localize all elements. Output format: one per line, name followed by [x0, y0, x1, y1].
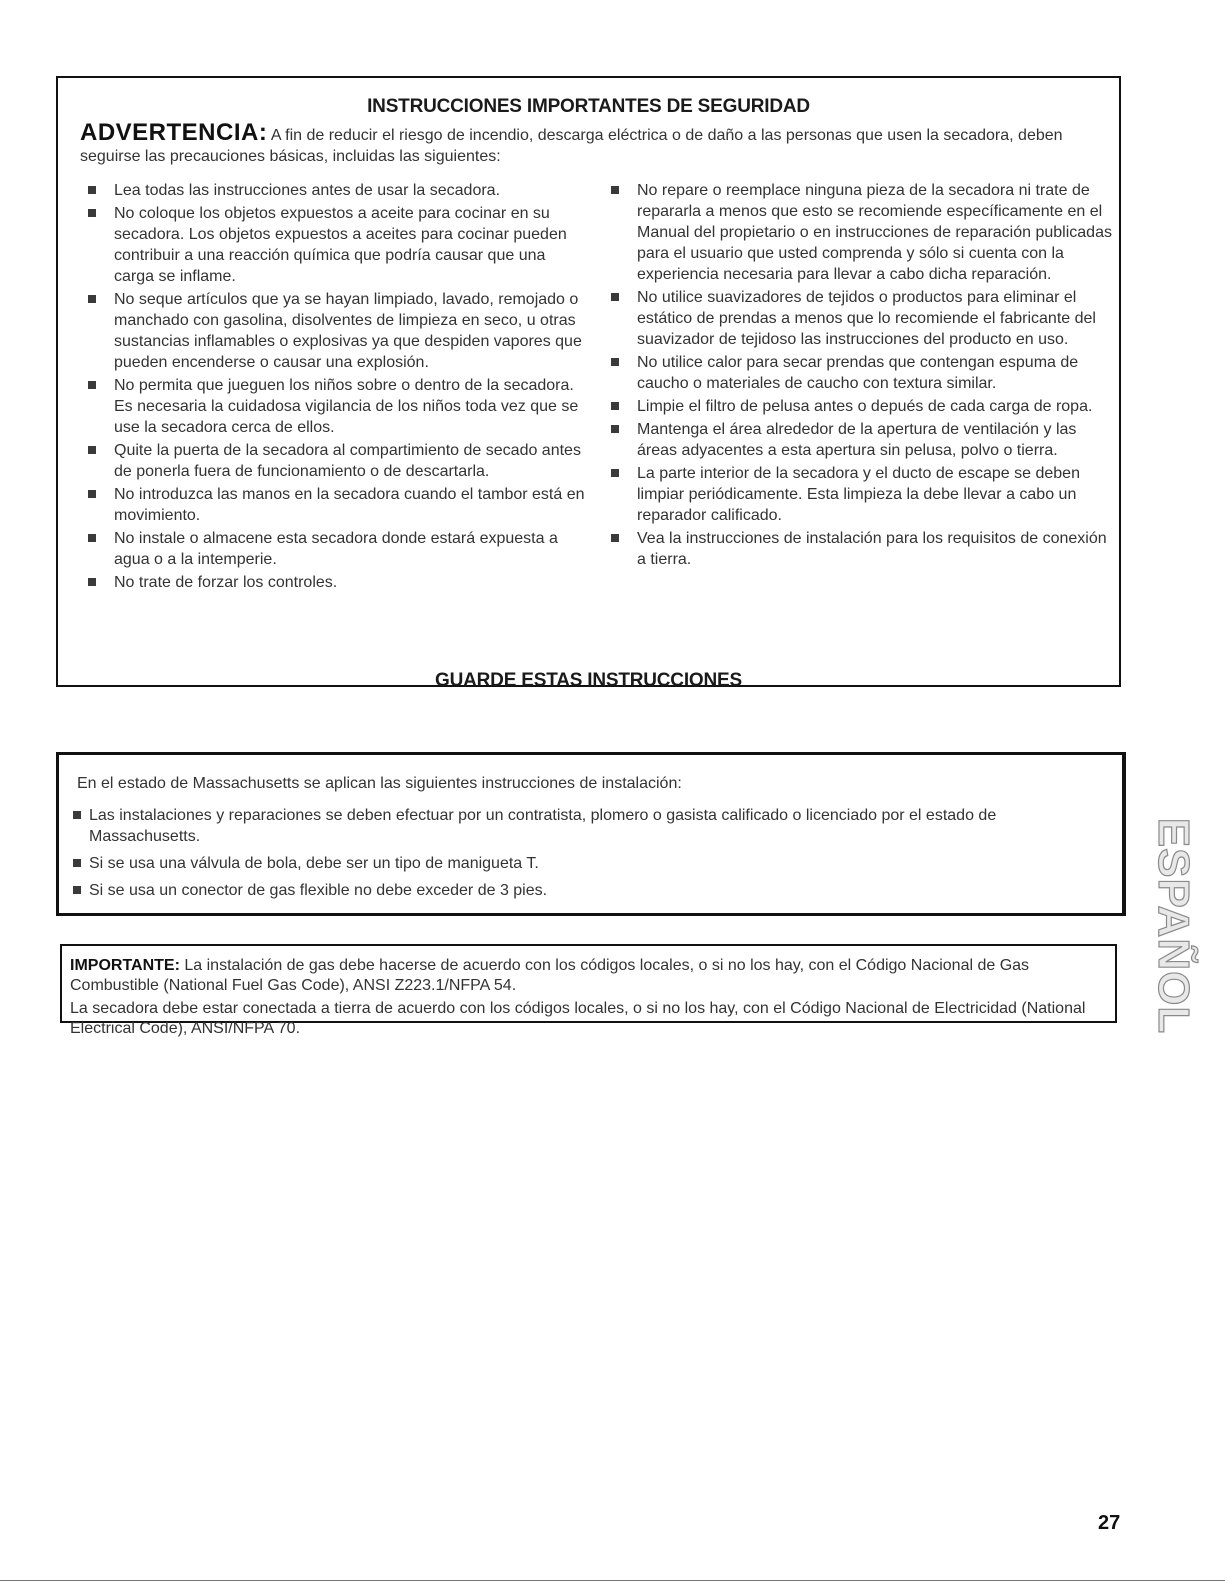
massachusetts-intro: En el estado de Massachusetts se aplican las siguientes instrucciones de instalación: [77, 775, 682, 792]
bottom-divider [0, 1580, 1225, 1581]
bullet-icon [73, 811, 81, 819]
warning-paragraph [80, 119, 1110, 167]
list-item [86, 289, 586, 373]
list-item-text: No seque artículos que ya se hayan limpiado, lavado, remojado o manchado con gasolina, disolventes de limpieza en seco, u otras sustancias inflamables o explosivas ya que despiden vapores que pueden encenderse o causar una explosión. [114, 291, 582, 371]
bullet-icon [611, 186, 619, 194]
massachusetts-box [56, 752, 1126, 916]
bullet-icon [611, 402, 619, 410]
important-paragraph-electric: La secadora debe estar conectada a tierra de acuerdo con los códigos locales, o si no los hay, con el Código Nacional de Electricidad (National Electrical Code), ANSI/NFPA 70. [70, 1000, 1086, 1037]
list-item [69, 853, 1109, 874]
list-item [86, 484, 586, 526]
list-item [609, 287, 1119, 350]
important-paragraph-gas [70, 956, 1105, 996]
list-item [609, 463, 1119, 526]
list-item-text: Quite la puerta de la secadora al compartimiento de secado antes de ponerla fuera de funcionamiento o de descartarla. [114, 442, 581, 480]
bullet-icon [611, 293, 619, 301]
bullet-icon [88, 578, 96, 586]
save-instructions-title: GUARDE ESTAS INSTRUCCIONES [435, 670, 742, 691]
list-item-text: Mantenga el área alrededor de la apertura de ventilación y las áreas adyacentes a esta apertura sin pelusa, polvo o tierra. [637, 421, 1077, 459]
safety-title: INSTRUCCIONES IMPORTANTES DE SEGURIDAD [367, 96, 810, 117]
list-item [86, 440, 586, 482]
bullet-icon [88, 295, 96, 303]
list-item-text: No introduzca las manos en la secadora cuando el tambor está en movimiento. [114, 486, 585, 524]
massachusetts-list [69, 805, 1109, 907]
list-item-text: No trate de forzar los controles. [114, 574, 338, 591]
important-box [60, 944, 1117, 1037]
list-item-text: Vea la instrucciones de instalación para los requisitos de conexión a tierra. [637, 530, 1107, 568]
list-item-text: No permita que jueguen los niños sobre o dentro de la secadora. Es necesaria la cuidadosa vigilancia de los niños toda vez que se use la secadora cerca de ellos. [114, 377, 579, 436]
bullet-icon [88, 534, 96, 542]
bullet-icon [73, 886, 81, 894]
list-item-text: No instale o almacene esta secadora donde estará expuesta a agua o a la intemperie. [114, 530, 558, 568]
list-item [86, 203, 586, 287]
warning-text: A fin de reducir el riesgo de incendio, descarga eléctrica o de daño a las personas que usen la secadora, deben seguirse las precauciones básicas, incluidas las siguientes: [80, 127, 1063, 165]
list-item-text: Lea todas las instrucciones antes de usar la secadora. [114, 182, 501, 199]
list-item-text: No coloque los objetos expuestos a aceite para cocinar en su secadora. Los objetos expuestos a aceites para cocinar pueden contribuir a una reacción química que podría causar que una carga se inflame. [114, 205, 567, 285]
list-item-text: Limpie el filtro de pelusa antes o depués de cada carga de ropa. [637, 398, 1093, 415]
list-item [69, 880, 1109, 901]
list-item-text: No utilice calor para secar prendas que contengan espuma de caucho o materiales de caucho con textura similar. [637, 354, 1079, 392]
bullet-icon [88, 209, 96, 217]
important-text-gas: La instalación de gas debe hacerse de acuerdo con los códigos locales, o si no los hay, con el Código Nacional de Gas Combustible (National Fuel Gas Code), ANSI Z223.1/NFPA 54. [70, 957, 1030, 994]
bullet-icon [611, 358, 619, 366]
safety-list-right [609, 180, 1119, 572]
page-number: 27 [1098, 1512, 1121, 1534]
bullet-icon [611, 534, 619, 542]
list-item-text: No utilice suavizadores de tejidos o productos para eliminar el estático de prendas a menos que lo recomiende el fabricante del suavizador de tejidoso las instrucciones del producto en uso. [637, 289, 1096, 348]
list-item [609, 180, 1119, 285]
list-item-text: No repare o reemplace ninguna pieza de la secadora ni trate de repararla a menos que esto se recomiende específicamente en el Manual del propietario o en instrucciones de reparación publicadas para el usuario que usted comprenda y sólo si cuenta con la experiencia necesaria para llevar a cabo dicha reparación. [637, 182, 1112, 283]
list-item [86, 528, 586, 570]
list-item [69, 805, 1109, 847]
list-item-text: La parte interior de la secadora y el ducto de escape se deben limpiar periódicamente. Esta limpieza la debe llevar a cabo un reparador calificado. [637, 465, 1080, 524]
bullet-icon [611, 425, 619, 433]
list-item [86, 180, 586, 201]
safety-instructions-box [56, 76, 1121, 691]
list-item [609, 528, 1119, 570]
list-item-text: Si se usa un conector de gas flexible no debe exceder de 3 pies. [89, 882, 548, 899]
bullet-icon [88, 186, 96, 194]
list-item [609, 396, 1119, 417]
list-item [86, 572, 586, 593]
safety-list-left [86, 180, 586, 595]
bullet-icon [73, 859, 81, 867]
language-side-tab [1147, 817, 1199, 1035]
bullet-icon [88, 381, 96, 389]
bullet-icon [88, 490, 96, 498]
list-item [609, 352, 1119, 394]
warning-word: ADVERTENCIA: [80, 119, 268, 146]
language-tab-label: ESPAÑOL [1149, 817, 1198, 1035]
bullet-icon [88, 446, 96, 454]
list-item [86, 375, 586, 438]
list-item-text: Si se usa una válvula de bola, debe ser un tipo de manigueta T. [89, 855, 539, 872]
bullet-icon [611, 469, 619, 477]
list-item [609, 419, 1119, 461]
important-label: IMPORTANTE: [70, 957, 180, 974]
list-item-text: Las instalaciones y reparaciones se deben efectuar por un contratista, plomero o gasista calificado o licenciado por el estado de Massachusetts. [89, 807, 997, 845]
